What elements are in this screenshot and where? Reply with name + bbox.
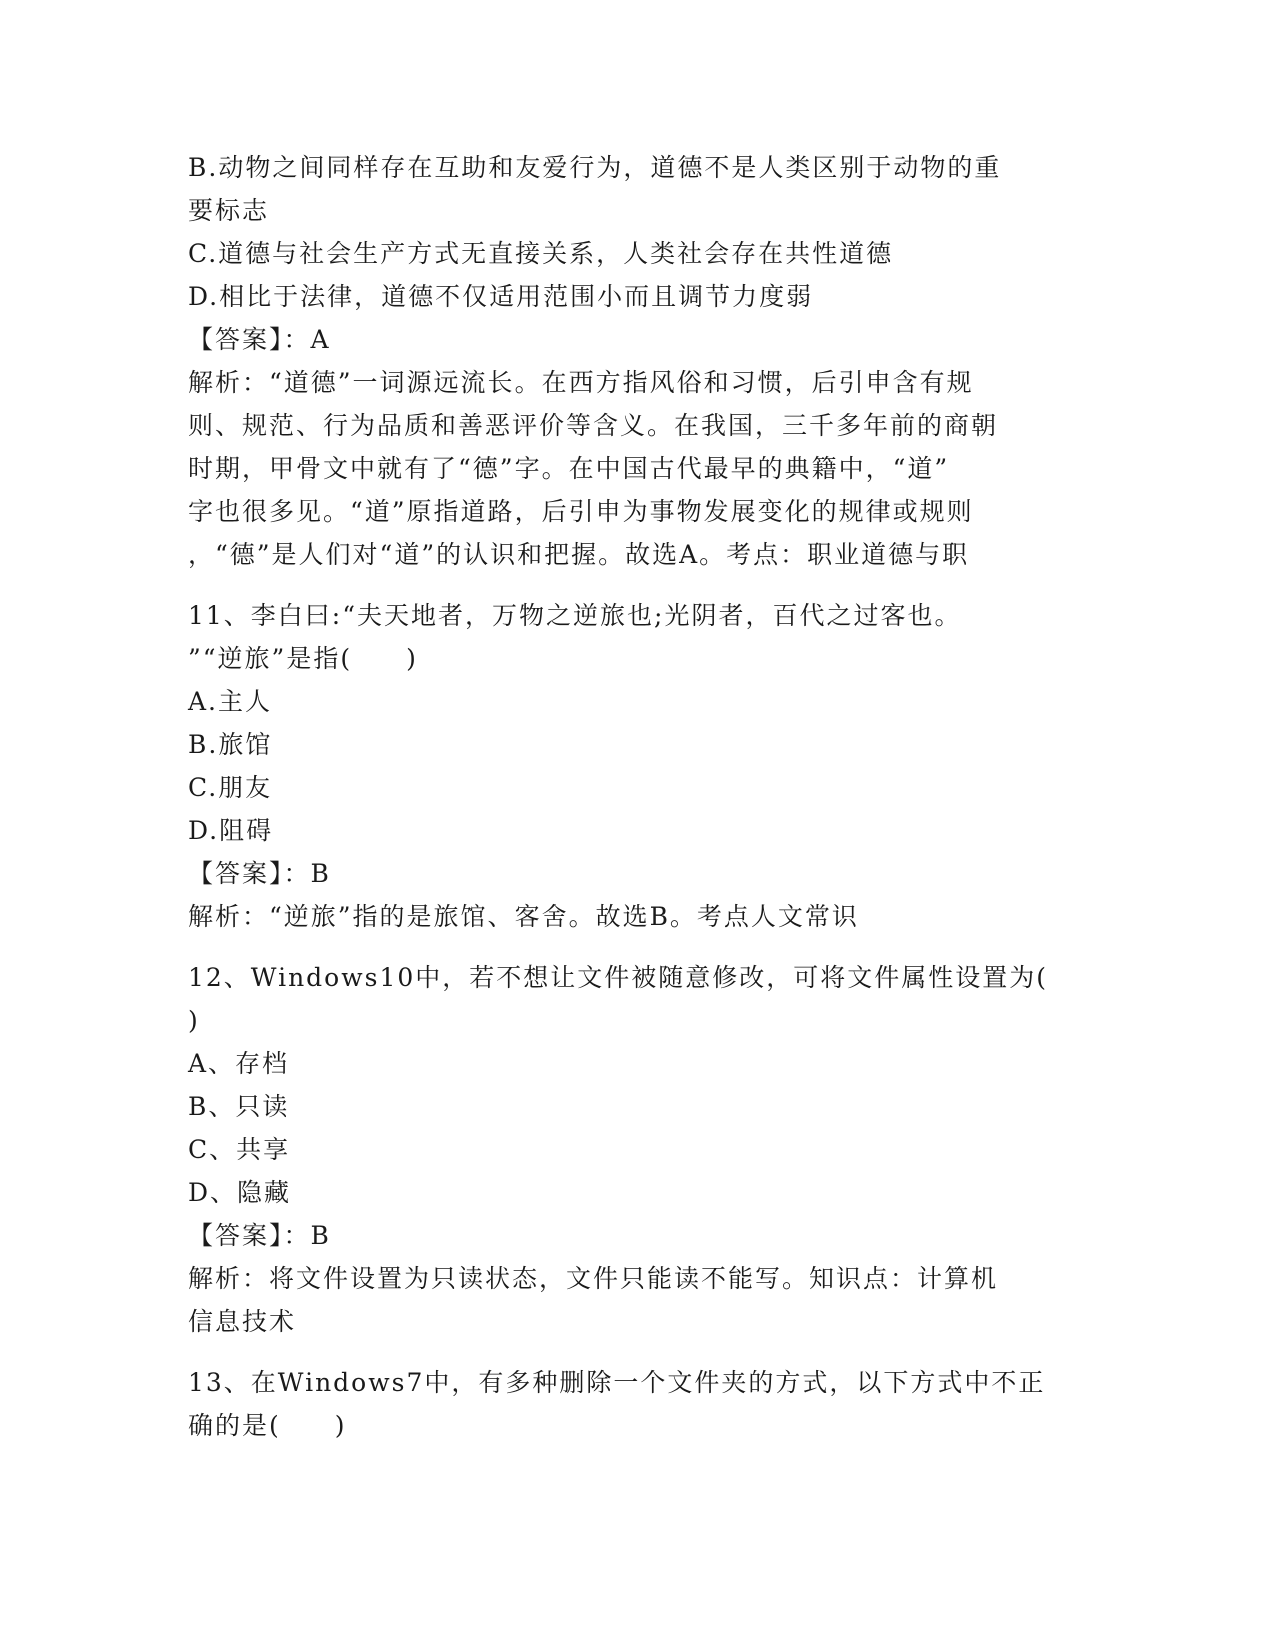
- option-b-continued: 要标志: [188, 196, 270, 225]
- option-c: C.朋友: [188, 773, 273, 802]
- option-d: D.阻碍: [188, 816, 274, 845]
- answer: 【答案】：B: [188, 1221, 331, 1250]
- option-c: C、共享: [188, 1135, 291, 1164]
- option-c: C.道德与社会生产方式无直接关系，人类社会存在共性道德: [188, 239, 894, 268]
- option-a: A、存档: [188, 1049, 290, 1078]
- question-text: 12、Windows10中，若不想让文件被随意修改，可将文件属性设置为(: [188, 963, 1049, 992]
- option-b: B、只读: [188, 1092, 290, 1121]
- question-10-tail: [188, 146, 1088, 576]
- question-text: 13、在Windows7中，有多种删除一个文件夹的方式，以下方式中不正: [188, 1368, 1046, 1397]
- option-b: B.旅馆: [188, 730, 273, 759]
- option-d: D.相比于法律，道德不仅适用范围小而且调节力度弱: [188, 282, 814, 311]
- option-a: A.主人: [188, 687, 273, 716]
- question-text-continued: ”“逆旅”是指( ): [188, 644, 418, 673]
- analysis-line: ，“德”是人们对“道”的认识和把握。故选A。考点：职业道德与职: [188, 540, 970, 569]
- analysis-line: 则、规范、行为品质和善恶评价等含义。在我国，三千多年前的商朝: [188, 411, 999, 440]
- document-content: [188, 146, 1088, 1447]
- answer: 【答案】：B: [188, 859, 331, 888]
- analysis-line: 解析：“道德”一词源远流长。在西方指风俗和习惯，后引申含有规: [188, 368, 974, 397]
- question-13: [188, 1361, 1088, 1447]
- answer: 【答案】：A: [188, 325, 331, 354]
- question-text-continued: 确的是( ): [188, 1411, 347, 1440]
- analysis-line: 字也很多见。“道”原指道路，后引申为事物发展变化的规律或规则: [188, 497, 974, 526]
- question-text-continued: ): [188, 1006, 200, 1035]
- analysis-line: 解析：“逆旅”指的是旅馆、客舍。故选B。考点人文常识: [188, 902, 859, 931]
- analysis-line: 解析：将文件设置为只读状态，文件只能读不能写。知识点：计算机: [188, 1264, 999, 1293]
- option-b: B.动物之间同样存在互助和友爱行为，道德不是人类区别于动物的重: [188, 153, 1002, 182]
- question-text: 11、李白曰:“夫天地者，万物之逆旅也;光阴者，百代之过客也。: [188, 601, 962, 630]
- analysis-line: 信息技术: [188, 1307, 297, 1336]
- question-12: [188, 956, 1088, 1343]
- analysis-line: 时期，甲骨文中就有了“德”字。在中国古代最早的典籍中，“道”: [188, 454, 950, 483]
- question-11: [188, 594, 1088, 938]
- option-d: D、隐藏: [188, 1178, 292, 1207]
